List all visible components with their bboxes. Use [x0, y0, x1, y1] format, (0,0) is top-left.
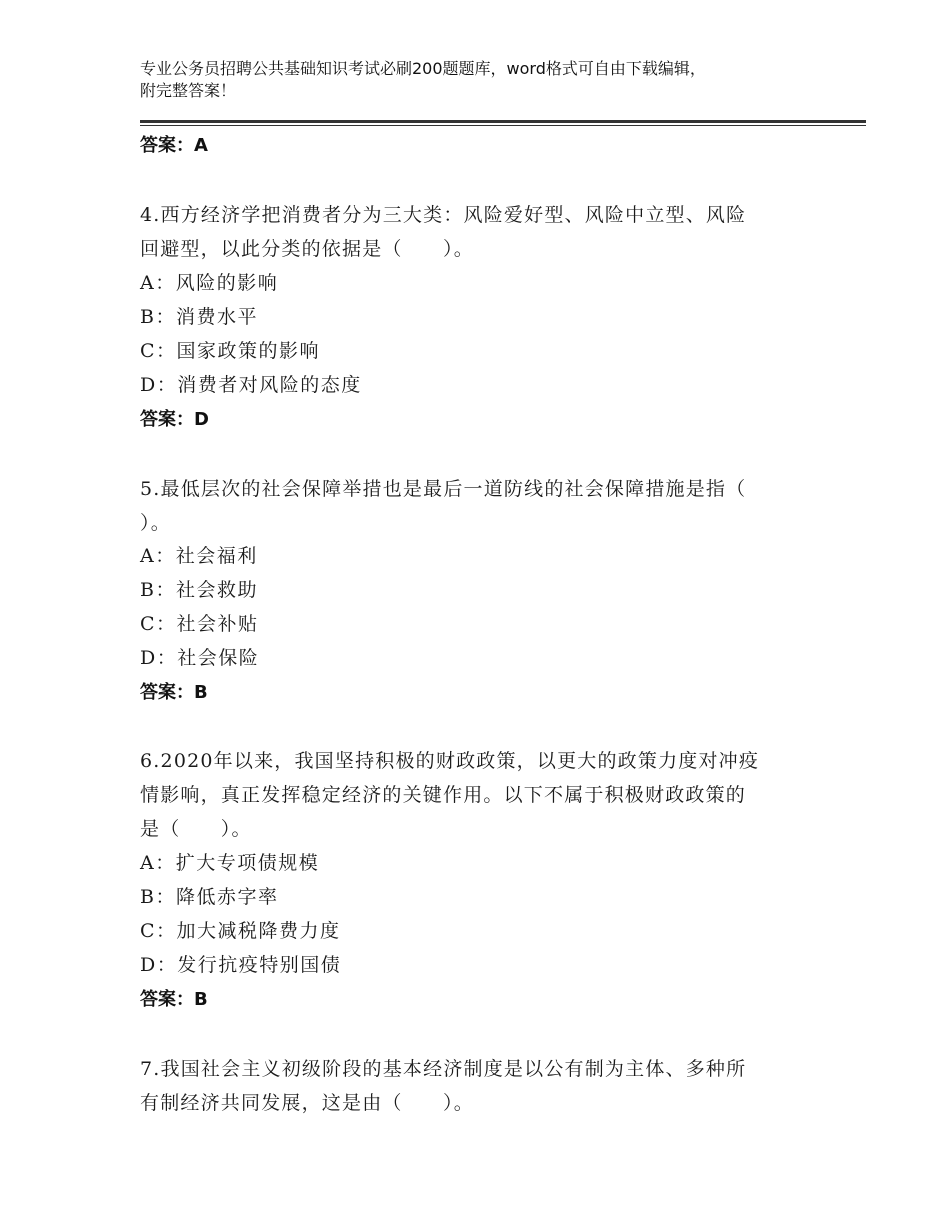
question-text: 4.西方经济学把消费者分为三大类：风险爱好型、风险中立型、风险	[140, 204, 747, 226]
option-b: B：社会救助	[140, 579, 258, 601]
option-c: C：加大减税降费力度	[140, 920, 341, 942]
option-a: A：扩大专项债规模	[140, 852, 320, 874]
question-text: 回避型，以此分类的依据是（ ）。	[140, 238, 474, 260]
question-text: 情影响，真正发挥稳定经济的关键作用。以下不属于积极财政政策的	[140, 784, 747, 806]
option-c: C：社会补贴	[140, 613, 259, 635]
header-line-2: 附完整答案！	[140, 81, 237, 100]
answer-label: 答案：B	[140, 989, 208, 1010]
header-divider-thick	[140, 120, 866, 123]
answer-label: 答案：A	[140, 135, 208, 156]
question-text: 7.我国社会主义初级阶段的基本经济制度是以公有制为主体、多种所	[140, 1058, 747, 1080]
question-text: 6.2020年以来，我国坚持积极的财政政策，以更大的政策力度对冲疫	[140, 750, 760, 772]
header-line-1: 专业公务员招聘公共基础知识考试必刷200题题库，word格式可自由下载编辑，	[140, 59, 706, 78]
option-b: B：消费水平	[140, 306, 258, 328]
option-b: B：降低赤字率	[140, 886, 279, 908]
option-a: A：社会福利	[140, 545, 258, 567]
question-text: 有制经济共同发展，这是由（ ）。	[140, 1092, 474, 1114]
option-d: D：发行抗疫特别国债	[140, 954, 342, 976]
page-header	[140, 58, 820, 102]
option-c: C：国家政策的影响	[140, 340, 321, 362]
question-text: ）。	[140, 512, 171, 534]
header-divider-thin	[140, 125, 866, 126]
option-a: A：风险的影响	[140, 272, 279, 294]
question-text: 5.最低层次的社会保障举措也是最后一道防线的社会保障措施是指（	[140, 478, 747, 500]
question-text: 是（ ）。	[140, 818, 252, 840]
option-d: D：社会保险	[140, 647, 260, 669]
answer-label: 答案：D	[140, 409, 209, 430]
answer-label: 答案：B	[140, 682, 208, 703]
option-d: D：消费者对风险的态度	[140, 374, 362, 396]
